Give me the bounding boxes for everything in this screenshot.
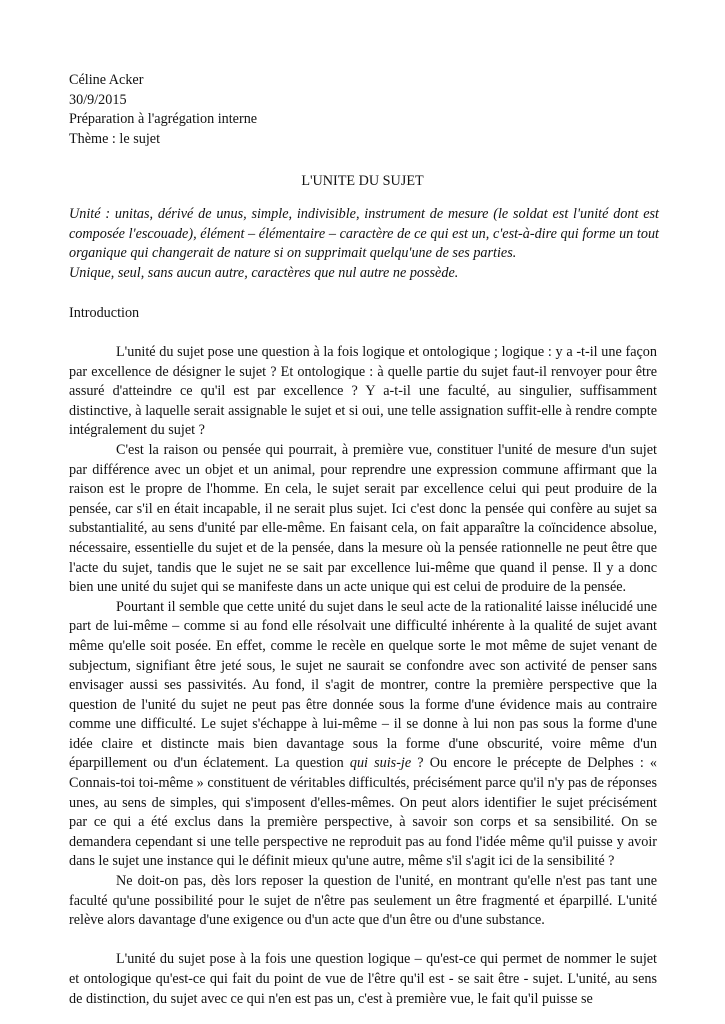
document-date: 30/9/2015: [69, 91, 127, 108]
author-name: Céline Acker: [69, 72, 144, 88]
paragraph-5: L'unité du sujet pose à la fois une question logique – qu'est-ce qui permet de nommer le sujet et ontologique qu'est-ce qui fait du point de vue de l'être qu'il est - se sait être - sujet. L'unité, au sens de distinction, du sujet avec ce qui n'en est pas un, c'est à première vue, le fait qu'il puisse se: [69, 951, 657, 1007]
paragraph-4: Ne doit-on pas, dès lors reposer la question de l'unité, en montrant qu'elle n'est pas tant une faculté qu'une possibilité pour le sujet de n'être pas seulement un être fragmenté et éparpillé. L'unité relève alors davantage d'une exigence ou d'un acte que d'un être ou d'une substance.: [69, 873, 657, 929]
definition-block: [69, 205, 659, 283]
theme-line: Thème : le sujet: [69, 130, 161, 147]
paragraph-3-text-end: ? Ou encore le précepte de Delphes : « Connais-toi toi-même » constituent de véritables difficultés, précisément parce qu'il n'y pas de réponses unes, au sens de simples, qui s'imposent d'elles-mêmes. On peut alors identifier le sujet précisément par ce qui a été exclus dans la première perspective, à savoir son corps et sa sensibilité. On se demandera cependant si une telle perspective ne reproduit pas au fond l'idée même qu'il puisse y avoir dans le sujet une instance qui le définit mieux qu'une autre, même s'il s'agit ici de la sensibilité ?: [69, 755, 658, 870]
paragraph-3: [69, 598, 657, 872]
page-title: L'UNITE DU SUJET: [301, 173, 424, 189]
introduction-heading: Introduction: [69, 305, 140, 321]
definition-synonyms: Unique, seul, sans aucun autre, caractères que nul autre ne possède.: [69, 264, 459, 281]
definition-text: Unité : unitas, dérivé de unus, simple, indivisible, instrument de mesure (le soldat est l'unité dont est composée l'escouade), élément – élémentaire – caractère de ce qui est un, c'est-à-dire qui forme un tout organique qui changerait de nature si on supprimait quelqu'une de ses parties.: [69, 206, 659, 262]
body-text: [69, 343, 657, 1009]
course-name: Préparation à l'agrégation interne: [69, 111, 258, 128]
paragraph-3-emphasis: qui suis-je: [349, 755, 412, 772]
document-header: [69, 71, 659, 149]
paragraph-1: L'unité du sujet pose une question à la fois logique et ontologique ; logique : y a -t-il une façon par excellence de désigner le sujet ? Et ontologique : à quelle partie du sujet faut-il renvoyer pour être assuré d'atteindre ce qu'il est par excellence ? Y a-t-il une faculté, au singulier, suffisamment distinctive, à laquelle serait assignable le sujet et si oui, une telle assignation suffit-elle à rendre compte intégralement du sujet ?: [69, 344, 657, 439]
paragraph-2: C'est la raison ou pensée qui pourrait, à première vue, constituer l'unité de mesure d'un sujet par différence avec un objet et un animal, pour reprendre une expression commune affirmant que la raison est le propre de l'homme. En cela, le sujet serait par excellence celui qui peut produire de la pensée, car s'il en était incapable, il ne serait plus sujet. Ici c'est donc la pensée qui confère au sujet sa substantialité, au sens d'unité par elle-même. En faisant cela, on fait apparaître la coïncidence absolue, nécessaire, essentielle du sujet et de la pensée, dans la mesure où la pensée rationnelle ne peut être que l'acte du sujet, tandis que le sujet ne se sait par excellence lui-même que quand il pense. Il y a donc bien une unité du sujet qui se manifeste dans un acte unique qui est celui de produire de la pensée.: [69, 441, 657, 596]
paragraph-3-text-start: Pourtant il semble que cette unité du sujet dans le seul acte de la rationalité laisse inélucidé une part de lui-même – comme si au fond elle résolvait une difficulté inhérente à la qualité de sujet avant même qu'elle soit posée. En effet, comme le recèle en quelque sorte le mot même de sujet venant de subjectum, signifiant être jeté sous, le sujet ne saurait se confondre avec son activité de penser sans envisager aussi ses passivités. Au fond, il s'agit de montrer, contre la première perspective que la question de l'unité du sujet ne peut pas être donnée sous la forme d'une évidence mais au contraire comme une difficulté. Le sujet s'échappe à lui-même – il se donne à lui non pas sous la forme d'une idée claire et distincte mais bien davantage sous la forme d'une obscurité, voire même d'un éparpillement ou d'un éclatement. La question: [69, 598, 657, 772]
